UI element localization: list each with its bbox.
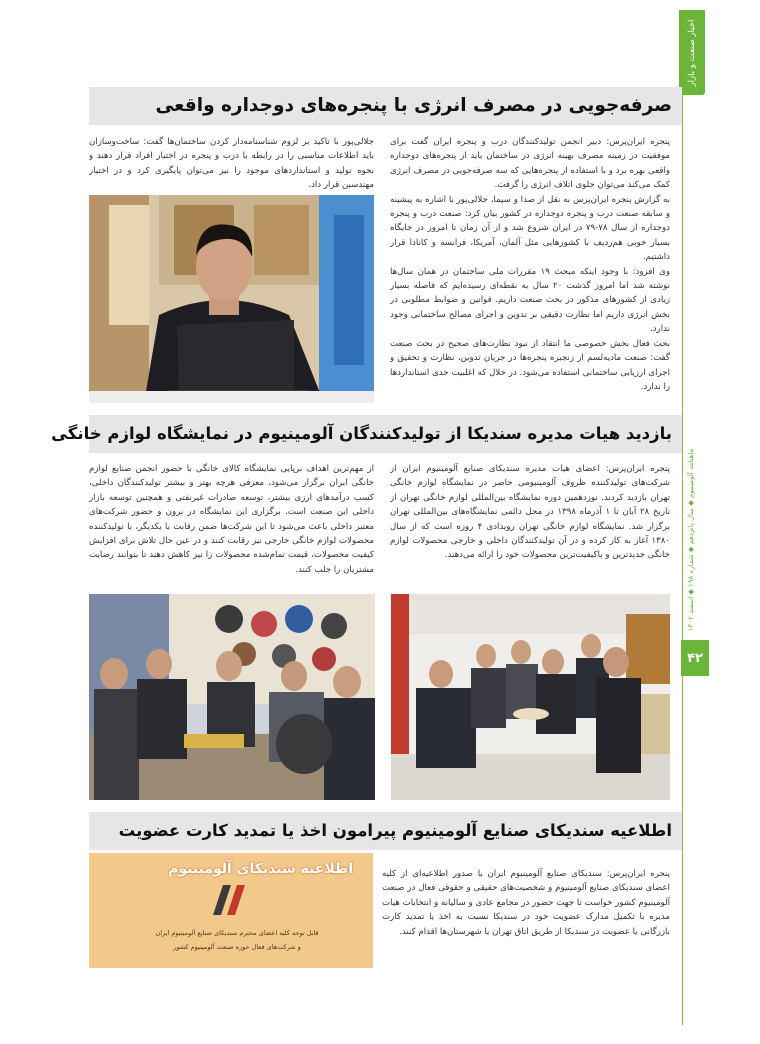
section-tab-label: اخبار صنعت و بازار xyxy=(687,19,697,86)
article-2-paragraph: پنجره ایران‌پرس: اعضای هیات مدیره سندیکای صنایع آلومینیوم ایران از شرکت‌های تولیدکننده ظروف آلومینیومی حاضر در نمایشگاه لوازم خانگی تهران بازدید کردند. نوزدهمین دوره نمایشگاه بین‌المللی لوازم خانگی تهران از تاریخ ۲۸ آبان تا ۱ آذرماه ۱۳۹۸ در محل دائمی نمایشگاه‌های بین‌المللی تهران برگزار شد. نمایشگاه لوازم خانگی تهران رویدادی ۴ روزه است که از سال ۱۳۸۰ آغاز به کار کرده و در آن تولیدکنندگان داخلی و خارجی محصولات لوازم خانگی جدیدترین و باکیفیت‌ترین محصولات خود را ارائه می‌دهند. xyxy=(390,464,670,561)
issue-info xyxy=(684,445,698,635)
article-3-right-column xyxy=(382,867,670,957)
section-tab xyxy=(679,10,705,95)
exhibition-visit-illustration xyxy=(89,594,375,800)
exhibition-meeting-illustration xyxy=(391,594,670,800)
page-number: ۴۲ xyxy=(681,640,709,676)
sidebar-divider xyxy=(682,95,683,1025)
article-1-right-column xyxy=(390,135,670,397)
article-1-paragraph: وی افزود: با وجود اینکه مبحث ۱۹ مقررات ملی ساختمان در همان سال‌ها نوشته شد اما امروز گذشت ۲۰ سال به نقطه‌ای رسیده‌ایم که فاصله بسیار زیادی از کشورهای مذکور در بحث صنعت داریم. قوانین و ضوابط مطلوبی در بخش انرژی داریم اما نظارت دقیقی بر تدوین و اجرای مصالح ساختمانی وجود ندارد. xyxy=(390,266,670,335)
article-3-headline: اطلاعیه سندیکای صنایع آلومینیوم پیرامون اخذ یا تمدید کارت عضویت xyxy=(118,821,672,840)
notice-image-line-1: قابل توجه کلیه اعضای محترم سندیکای صنایع آلومینیوم ایران xyxy=(155,929,319,937)
exhibition-photo-left xyxy=(89,594,375,800)
article-2-right-column xyxy=(390,462,670,584)
issue-info-text: ماهنامه آلومینیوم ◆ سال پانزدهم ◆ شماره ۱۹۸ ◆ اسفند ۱۴۰۲ xyxy=(687,448,695,632)
article-1-headline: صرفه‌جویی در مصرف انرژی با پنجره‌های دوجداره واقعی xyxy=(155,95,672,116)
article-1-left-column xyxy=(89,135,374,193)
notice-image xyxy=(89,853,373,968)
article-1-photo xyxy=(89,195,374,403)
article-1-paragraph: به گزارش پنجره ایران‌پرس به نقل از صدا و سیما، جلالی‌پور با اشاره به پیشینه و سابقه صنعت درب و پنجره دوجداره در کشور بیان کرد: صنعت درب و پنجره دوجداره از سال ۷۸-۷۹ در ایران شروع شد و از آن زمان تا امروز در جایگاه بسیار خوبی هم‌ردیف با کشورهایی مثل آلمان، آمریکا، فرانسه و کانادا قرار داشتیم. xyxy=(390,194,670,263)
aluminium-syndicate-logo xyxy=(209,881,249,917)
article-2-left-paragraph: از مهم‌ترین اهداف برپایی نمایشگاه کالای خانگی با حضور انجمن صنایع لوازم خانگی ایران برگزار می‌شود، معرفی هرچه بهتر و بیشتر تولیدکنندگان داخلی، کسب درآمدهای ارزی بیشتر، توسعه صادرات غیرنفتی و همچنین توسعه بازار داخلی این صنعت است. برگزاری این نمایشگاه در برون و حضور شرکت‌های معتبر داخلی باعث می‌شود تا این شرکت‌ها ضمن رقابت با یکدیگر، با تولیدکننده محصولات لوازم خانگی خارجی نیز رقابت کنند و در عین حال تلاش برای افزایش کیفیت محصولات، قیمت تمام‌شده محصولات را نیز کاهش دهند تا بتوانند رضایت مشتریان را جلب کنند. xyxy=(89,464,374,575)
article-1-paragraph: پنجره ایران‌پرس: دبیر انجمن تولیدکنندگان درب و پنجره ایران گفت برای موفقیت در زمینه مصرف بهینه انرژی در ساختمان باید از پنجره‌های دوجداره واقعی بهره برد و با استفاده از پنجره‌هایی که سه صرفه‌جویی در مصرف انرژی کمک می‌کند می‌توان جلوی اتلاف انرژی را گرفت. xyxy=(390,137,670,191)
notice-image-line-2: و شرکت‌های فعال حوزه صنعت آلومینیوم کشور xyxy=(173,943,301,951)
speaker-photo-illustration xyxy=(89,195,374,403)
notice-image-title: اطلاعیه سندیکای آلومینیوم xyxy=(168,861,353,877)
exhibition-photo-right xyxy=(391,594,670,800)
article-3-paragraph: پنجره ایران‌پرس: سندیکای صنایع آلومینیوم ایران با صدور اطلاعیه‌ای از کلیه اعضای سندیکای صنایع آلومینیوم و شخصیت‌های حقیقی و حقوقی فعال در صنعت آلومینیوم کشور خواست تا جهت حضور در مجامع عادی و سالیانه و انتخابات هیات مدیره با تکمیل مدارک عضویت خود در سندیکا نسبت به اخذ یا تمدید کارت بازرگانی یا عضویت در سندیکا از طریق اتاق تهران یا شهرستان‌ها اقدام کنند. xyxy=(382,869,670,937)
article-2-headline: بازدید هیات مدیره سندیکا از تولیدکنندگان آلومینیوم در نمایشگاه لوازم خانگی xyxy=(51,424,672,443)
article-1-paragraph: بحث فعال بخش خصوصی ما انتقاد از نبود نظارت‌های صحیح در بحث صنعت گفت: صنعت مادیه‌لسم از زنجیره پنجره‌ها در جریان تدوین، نظارت و تحقیق و اجرای ارزیابی ساختمانی استفاده می‌شود. در خلال که اغلبیت جدی استانداردها را ندارد. xyxy=(390,338,670,392)
article-2-left-column xyxy=(89,462,374,584)
article-1-left-paragraph: جلالی‌پور با تاکید بر لزوم شناسنامه‌دار کردن ساختمان‌ها گفت: ساخت‌وسازان باید اطلاعات مناسبی را در رابطه با درب و پنجره در اختیار افراد قرار دهند و نحوه تولید و استانداردهای موجود را نیز می‌توان پایگیری کرد و در اختیار مهندسین قرار داد. xyxy=(89,137,374,191)
